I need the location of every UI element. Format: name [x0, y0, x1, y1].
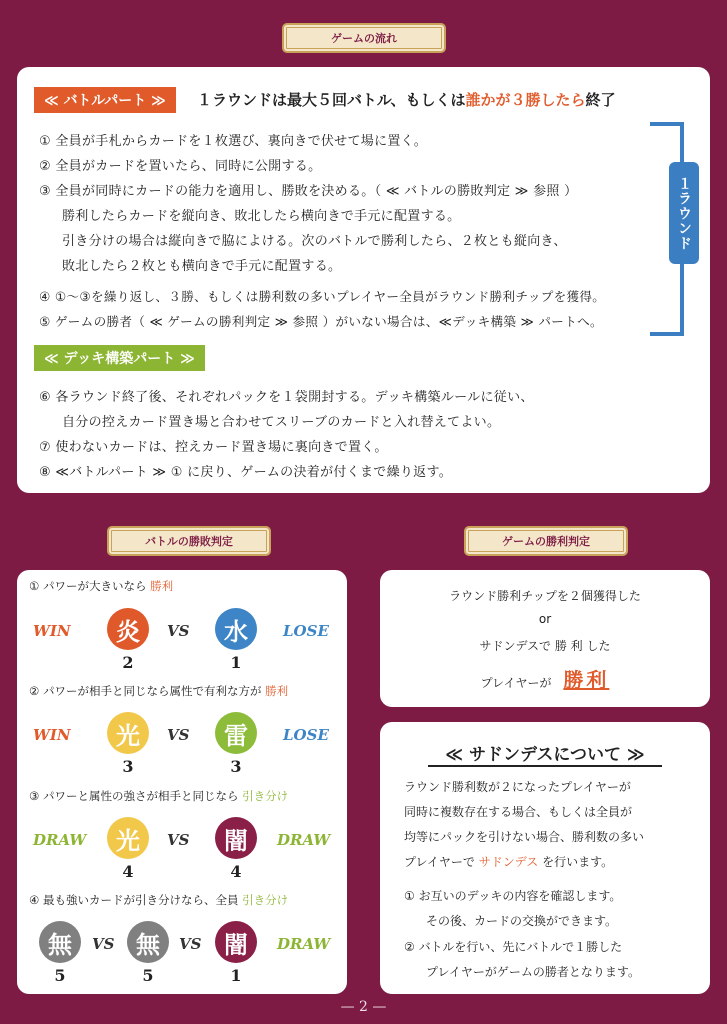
sudden-death-underline — [428, 765, 662, 767]
sudden-p1: ラウンド勝利数が２になったプレイヤーが — [404, 780, 631, 794]
power-water: 1 — [230, 653, 242, 672]
rule-4: ④ 最も強いカードが引き分けなら、全員 引き分け — [29, 893, 289, 907]
sudden-death-title: ≪ サドンデスについて ≫ — [445, 745, 645, 765]
victory-win-word: 勝利 — [563, 668, 610, 692]
battle-line-3d: 敗北したら２枚とも横向きで手元に配置する。 — [62, 259, 342, 274]
vs-3: VS — [167, 831, 190, 849]
lose-label-2: LOSE — [283, 726, 329, 744]
battle-line-2: ② 全員がカードを置いたら、同時に公開する。 — [39, 159, 322, 174]
lose-label-1: LOSE — [283, 622, 329, 640]
battle-line-5: ⑤ ゲームの勝者（ ≪ ゲームの勝利判定 ≫ 参照 ）がいない場合は、≪デッキ構築 ≫ パートへ。 — [39, 314, 603, 329]
win-label-1: WIN — [33, 622, 71, 640]
deck-line-7: ⑦ 使わないカードは、控えカード置き場に裏向きで置く。 — [39, 440, 388, 455]
dark-circle-2: 闇 — [215, 921, 257, 963]
battle-line-3c: 引き分けの場合は縦向きで脇によける。次のバトルで勝利したら、２枚とも縦向き、 — [62, 234, 567, 249]
battle-line-3b: 勝利したらカードを縦向き、敗北したら横向きで手元に配置する。 — [62, 209, 461, 224]
flow-tag: ゲームの流れ — [282, 23, 446, 53]
victory-line-3: サドンデスで 勝 利 した — [479, 639, 611, 653]
battle-part-header: ≪ バトルパート ≫ — [34, 87, 176, 113]
title-pre: １ラウンドは最大５回バトル、もしくは — [197, 91, 466, 109]
power-fire: 2 — [122, 653, 134, 672]
battle-judge-card — [17, 570, 347, 994]
draw-label-2: DRAW — [277, 831, 331, 849]
victory-line-1: ラウンド勝利チップを２個獲得した — [449, 589, 641, 603]
battle-line-4: ④ ①～③を繰り返し、３勝、もしくは勝利数の多いプレイヤー全員がラウンド勝利チップを獲得。 — [39, 289, 606, 304]
water-circle: 水 — [215, 608, 257, 650]
thunder-circle: 雷 — [215, 712, 257, 754]
sudden-step-2b: プレイヤーがゲームの勝者となります。 — [426, 965, 640, 979]
none-circle-2: 無 — [127, 921, 169, 963]
light-circle-2: 光 — [107, 817, 149, 859]
fire-circle: 炎 — [107, 608, 149, 650]
deck-part-header: ≪ デッキ構築パート ≫ — [34, 345, 205, 371]
deck-line-8: ⑧ ≪バトルパート ≫ ① に戻り、ゲームの決着が付くまで繰り返す。 — [39, 465, 453, 480]
flow-card — [17, 67, 710, 493]
win-label-2: WIN — [33, 726, 71, 744]
sudden-death-card — [380, 722, 710, 994]
victory-judge-tag: ゲームの勝利判定 — [464, 526, 628, 556]
rule-1: ① パワーが大きいなら 勝利 — [29, 579, 174, 593]
victory-card — [380, 570, 710, 707]
power-dark-1: 4 — [230, 862, 242, 881]
power-thunder: 3 — [230, 757, 242, 776]
vs-1: VS — [167, 622, 190, 640]
draw-label-1: DRAW — [33, 831, 87, 849]
battle-part-title — [197, 89, 616, 110]
sudden-p2: 同時に複数存在する場合、もしくは全員が — [404, 805, 633, 819]
page-number: — 2 — — [340, 999, 387, 1015]
sudden-step-1b: その後、カードの交換ができます。 — [426, 914, 618, 928]
victory-line-4: プレイヤーが 勝利 — [480, 668, 610, 692]
light-circle-1: 光 — [107, 712, 149, 754]
dark-circle-1: 闇 — [215, 817, 257, 859]
power-light-2: 4 — [122, 862, 134, 881]
power-dark-2: 1 — [230, 966, 242, 985]
power-none-2: 5 — [142, 966, 154, 985]
sudden-step-1: ① お互いのデッキの内容を確認します。 — [404, 889, 622, 903]
title-post: 終了 — [585, 91, 616, 109]
title-highlight: 誰かが３勝したら — [465, 91, 586, 109]
battle-line-1: ① 全員が手札からカードを１枚選び、裏向きで伏せて場に置く。 — [39, 134, 428, 149]
deck-line-6b: 自分の控えカード置き場と合わせてスリーブのカードと入れ替えてよい。 — [62, 415, 501, 430]
sudden-step-2: ② バトルを行い、先にバトルで１勝した — [404, 940, 623, 954]
sudden-p3: 均等にパックを引けない場合、勝利数の多い — [404, 830, 645, 844]
vs-4b: VS — [179, 935, 202, 953]
victory-line-2: or — [538, 612, 552, 626]
rule-3: ③ パワーと属性の強さが相手と同じなら 引き分け — [29, 789, 289, 803]
none-circle-1: 無 — [39, 921, 81, 963]
vs-2: VS — [167, 726, 190, 744]
draw-label-3: DRAW — [277, 935, 331, 953]
power-light-1: 3 — [122, 757, 134, 776]
deck-line-6: ⑥ 各ラウンド終了後、それぞれパックを１袋開封する。デッキ構築ルールに従い、 — [39, 390, 534, 405]
battle-line-3: ③ 全員が同時にカードの能力を適用し、勝敗を決める。（ ≪ バトルの勝敗判定 ≫ 参照 ） — [39, 184, 578, 199]
rule-2: ② パワーが相手と同じなら属性で有利な方が 勝利 — [29, 684, 289, 698]
sudden-p4: プレイヤーで サドンデス を行います。 — [404, 855, 614, 869]
vs-4a: VS — [92, 935, 115, 953]
battle-judge-tag: バトルの勝敗判定 — [107, 526, 271, 556]
power-none-1: 5 — [54, 966, 66, 985]
round-label: １ラウンド — [669, 162, 699, 264]
